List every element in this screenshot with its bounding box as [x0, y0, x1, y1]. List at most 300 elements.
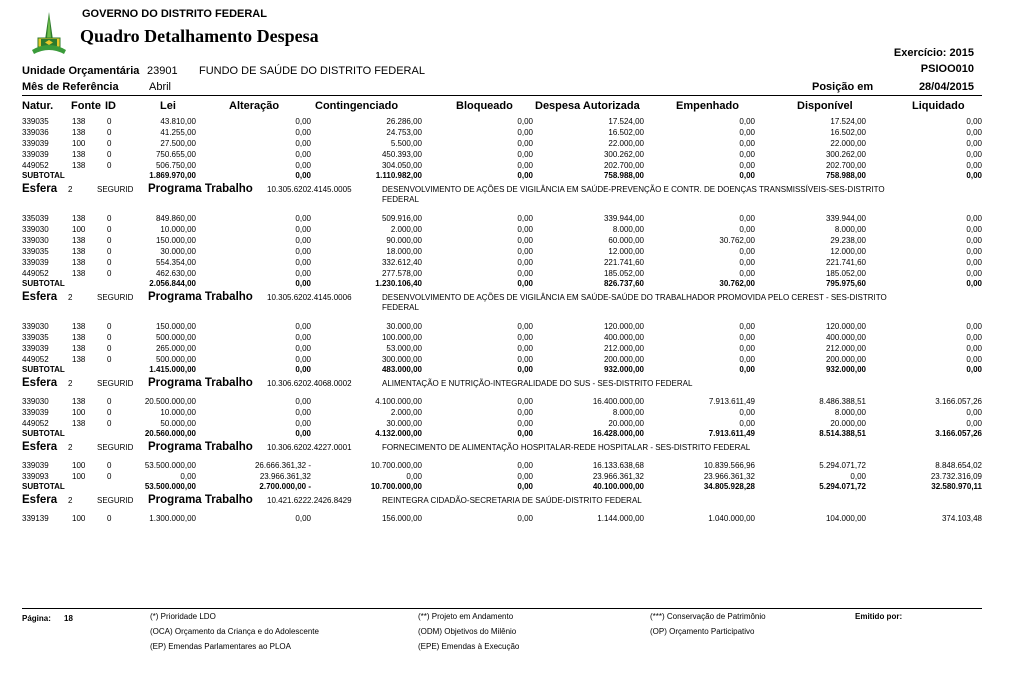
subtotal-alteracao: 0,00: [295, 171, 311, 180]
cell-alteracao: 0,00: [295, 128, 311, 137]
cell-despesa-autorizada: 1.144.000,00: [597, 514, 644, 523]
cell-fonte: 138: [72, 247, 86, 256]
table-row: [0, 343, 1024, 354]
cell-bloqueado: 0,00: [517, 397, 533, 406]
cell-bloqueado: 0,00: [517, 472, 533, 481]
cell-despesa-autorizada: 16.133.638,68: [592, 461, 644, 470]
esfera-number: 2: [68, 496, 73, 505]
cell-lei: 10.000,00: [160, 408, 196, 417]
cell-alteracao: 0,00: [295, 269, 311, 278]
cell-natureza: 335039: [22, 214, 49, 223]
cell-fonte: 138: [72, 117, 86, 126]
subtotal-contingenciado: 1.110.982,00: [375, 171, 422, 180]
subtotal-contingenciado: 1.230.106,40: [375, 279, 422, 288]
cell-liquidado: 0,00: [966, 150, 982, 159]
cell-disponivel: 202.700,00: [825, 161, 866, 170]
cell-lei: 0,00: [180, 472, 196, 481]
subtotal-despesa-autorizada: 932.000,00: [603, 365, 644, 374]
table-row: [0, 138, 1024, 149]
cell-despesa-autorizada: 212.000,00: [603, 344, 644, 353]
cell-natureza: 339139: [22, 514, 49, 523]
cell-disponivel: 17.524,00: [830, 117, 866, 126]
cell-fonte: 138: [72, 419, 86, 428]
cell-natureza: 339035: [22, 247, 49, 256]
cell-despesa-autorizada: 12.000,00: [608, 247, 644, 256]
brasao-df-logo: [26, 10, 72, 56]
subtotal-lei: 2.056.844,00: [149, 279, 196, 288]
cell-liquidado: 0,00: [966, 419, 982, 428]
cell-contingenciado: 156.000,00: [381, 514, 422, 523]
table-row: [0, 246, 1024, 257]
note-ep: (EP) Emendas Parlamentares ao PLOA: [150, 642, 291, 651]
subtotal-lei: 1.869.970,00: [149, 171, 196, 180]
cell-contingenciado: 30.000,00: [386, 419, 422, 428]
cell-disponivel: 300.262,00: [825, 150, 866, 159]
cell-disponivel: 400.000,00: [825, 333, 866, 342]
subtotal-alteracao: 0,00: [295, 279, 311, 288]
esfera-label: Esfera: [22, 377, 58, 389]
cell-lei: 20.500.000,00: [144, 397, 196, 406]
cell-lei: 50.000,00: [160, 419, 196, 428]
programa-code: 10.306.6202.4227.0001: [267, 443, 352, 452]
subtotal-liquidado: 0,00: [966, 279, 982, 288]
cell-contingenciado: 26.286,00: [386, 117, 422, 126]
cell-natureza: 339035: [22, 117, 49, 126]
cell-contingenciado: 332.612,40: [381, 258, 422, 267]
cell-empenhado: 0,00: [739, 269, 755, 278]
cell-natureza: 339093: [22, 472, 49, 481]
cell-lei: 41.255,00: [160, 128, 196, 137]
esfera-number: 2: [68, 443, 73, 452]
cell-id: 0: [107, 247, 112, 256]
cell-empenhado: 0,00: [739, 139, 755, 148]
cell-bloqueado: 0,00: [517, 344, 533, 353]
cell-natureza: 339030: [22, 322, 49, 331]
emitido-por: Emitido por:: [855, 612, 903, 621]
cell-disponivel: 16.502,00: [830, 128, 866, 137]
esfera-number: 2: [68, 185, 73, 194]
programa-code: 10.306.6202.4068.0002: [267, 379, 352, 388]
cell-contingenciado: 24.753,00: [386, 128, 422, 137]
col-bloqueado: Bloqueado: [456, 100, 513, 112]
cell-alteracao: 0,00: [295, 258, 311, 267]
note-prioridade: (*) Prioridade LDO: [150, 612, 216, 621]
cell-liquidado: 23.732.316,09: [930, 472, 982, 481]
cell-id: 0: [107, 139, 112, 148]
programa-trabalho-label: Programa Trabalho: [148, 183, 253, 195]
cell-empenhado: 10.839.566,96: [703, 461, 755, 470]
cell-natureza: 339030: [22, 225, 49, 234]
unidade-name: FUNDO DE SAÚDE DO DISTRITO FEDERAL: [199, 65, 425, 77]
subtotal-row: [0, 364, 1024, 375]
subtotal-disponivel: 758.988,00: [825, 171, 866, 180]
cell-contingenciado: 5.500,00: [390, 139, 422, 148]
subtotal-liquidado: 3.166.057,26: [935, 429, 982, 438]
cell-disponivel: 22.000,00: [830, 139, 866, 148]
cell-id: 0: [107, 355, 112, 364]
col-id: ID: [105, 100, 116, 112]
cell-bloqueado: 0,00: [517, 322, 533, 331]
cell-disponivel: 185.052,00: [825, 269, 866, 278]
programa-trabalho-label: Programa Trabalho: [148, 377, 253, 389]
cell-id: 0: [107, 214, 112, 223]
cell-natureza: 339039: [22, 461, 49, 470]
cell-id: 0: [107, 236, 112, 245]
cell-contingenciado: 90.000,00: [386, 236, 422, 245]
table-row: [0, 235, 1024, 246]
cell-empenhado: 0,00: [739, 419, 755, 428]
cell-liquidado: 0,00: [966, 214, 982, 223]
subtotal-row: [0, 428, 1024, 439]
cell-natureza: 449052: [22, 161, 49, 170]
cell-empenhado: 23.966.361,32: [703, 472, 755, 481]
cell-alteracao: 26.666.361,32 -: [254, 461, 311, 470]
cell-alteracao: 0,00: [295, 408, 311, 417]
cell-lei: 506.750,00: [155, 161, 196, 170]
cell-alteracao: 0,00: [295, 117, 311, 126]
subtotal-bloqueado: 0,00: [517, 482, 533, 491]
cell-liquidado: 0,00: [966, 322, 982, 331]
mes-label: Mês de Referência: [22, 81, 119, 93]
cell-id: 0: [107, 269, 112, 278]
cell-liquidado: 0,00: [966, 236, 982, 245]
subtotal-subtotal-label: SUBTOTAL: [22, 429, 65, 438]
header-divider: [22, 95, 982, 96]
cell-id: 0: [107, 397, 112, 406]
table-row: [0, 116, 1024, 127]
cell-fonte: 100: [72, 461, 86, 470]
cell-disponivel: 8.486.388,51: [819, 397, 866, 406]
unidade-label: Unidade Orçamentária: [22, 65, 140, 77]
cell-bloqueado: 0,00: [517, 419, 533, 428]
note-odm: (ODM) Objetivos do Milênio: [418, 627, 517, 636]
subtotal-alteracao: 0,00: [295, 365, 311, 374]
cell-disponivel: 5.294.071,72: [819, 461, 866, 470]
cell-id: 0: [107, 225, 112, 234]
cell-bloqueado: 0,00: [517, 258, 533, 267]
footer-divider: [22, 608, 982, 609]
subtotal-contingenciado: 10.700.000,00: [370, 482, 422, 491]
programa-description-cont: FEDERAL: [382, 303, 419, 312]
subtotal-bloqueado: 0,00: [517, 171, 533, 180]
cell-alteracao: 0,00: [295, 161, 311, 170]
cell-fonte: 138: [72, 344, 86, 353]
subtotal-lei: 53.500.000,00: [144, 482, 196, 491]
subtotal-empenhado: 0,00: [739, 365, 755, 374]
subtotal-empenhado: 0,00: [739, 171, 755, 180]
cell-lei: 43.810,00: [160, 117, 196, 126]
col-disponivel: Disponível: [797, 100, 853, 112]
subtotal-despesa-autorizada: 16.428.000,00: [592, 429, 644, 438]
cell-fonte: 138: [72, 269, 86, 278]
cell-fonte: 138: [72, 214, 86, 223]
cell-disponivel: 8.000,00: [834, 225, 866, 234]
cell-despesa-autorizada: 22.000,00: [608, 139, 644, 148]
table-row: [0, 332, 1024, 343]
cell-alteracao: 0,00: [295, 139, 311, 148]
cell-natureza: 449052: [22, 355, 49, 364]
cell-liquidado: 3.166.057,26: [935, 397, 982, 406]
subtotal-subtotal-label: SUBTOTAL: [22, 171, 65, 180]
programa-trabalho-label: Programa Trabalho: [148, 494, 253, 506]
cell-contingenciado: 4.100.000,00: [375, 397, 422, 406]
col-lei: Lei: [160, 100, 176, 112]
note-conservacao: (***) Conservação de Patrimônio: [650, 612, 766, 621]
cell-lei: 500.000,00: [155, 333, 196, 342]
note-oca: (OCA) Orçamento da Criança e do Adolescente: [150, 627, 319, 636]
cell-empenhado: 0,00: [739, 408, 755, 417]
cell-id: 0: [107, 419, 112, 428]
cell-disponivel: 12.000,00: [830, 247, 866, 256]
cell-liquidado: 0,00: [966, 355, 982, 364]
cell-alteracao: 0,00: [295, 322, 311, 331]
cell-despesa-autorizada: 16.400.000,00: [592, 397, 644, 406]
cell-natureza: 339030: [22, 236, 49, 245]
cell-fonte: 138: [72, 150, 86, 159]
table-row: [0, 460, 1024, 471]
cell-bloqueado: 0,00: [517, 247, 533, 256]
cell-lei: 750.655,00: [155, 150, 196, 159]
posicao-label: Posição em: [812, 81, 874, 93]
cell-bloqueado: 0,00: [517, 236, 533, 245]
esfera-label: Esfera: [22, 291, 58, 303]
cell-despesa-autorizada: 17.524,00: [608, 117, 644, 126]
table-row: [0, 407, 1024, 418]
cell-liquidado: 0,00: [966, 225, 982, 234]
col-despesa-autorizada: Despesa Autorizada: [535, 100, 640, 112]
cell-id: 0: [107, 258, 112, 267]
cell-empenhado: 0,00: [739, 117, 755, 126]
cell-disponivel: 8.000,00: [834, 408, 866, 417]
cell-contingenciado: 2.000,00: [390, 225, 422, 234]
subtotal-row: [0, 481, 1024, 492]
cell-fonte: 138: [72, 236, 86, 245]
segmento-label: SEGURID: [97, 496, 134, 505]
cell-alteracao: 0,00: [295, 419, 311, 428]
subtotal-bloqueado: 0,00: [517, 279, 533, 288]
cell-bloqueado: 0,00: [517, 461, 533, 470]
cell-id: 0: [107, 514, 112, 523]
segmento-label: SEGURID: [97, 293, 134, 302]
cell-bloqueado: 0,00: [517, 139, 533, 148]
esfera-label: Esfera: [22, 494, 58, 506]
cell-contingenciado: 304.050,00: [381, 161, 422, 170]
cell-liquidado: 374.103,48: [941, 514, 982, 523]
cell-id: 0: [107, 408, 112, 417]
cell-despesa-autorizada: 23.966.361,32: [592, 472, 644, 481]
cell-liquidado: 0,00: [966, 269, 982, 278]
subtotal-despesa-autorizada: 826.737,60: [603, 279, 644, 288]
table-row: [0, 224, 1024, 235]
col-empenhado: Empenhado: [676, 100, 739, 112]
cell-lei: 27.500,00: [160, 139, 196, 148]
cell-bloqueado: 0,00: [517, 514, 533, 523]
cell-liquidado: 0,00: [966, 128, 982, 137]
col-liquidado: Liquidado: [912, 100, 965, 112]
cell-fonte: 138: [72, 258, 86, 267]
cell-liquidado: 0,00: [966, 333, 982, 342]
cell-alteracao: 0,00: [295, 247, 311, 256]
subtotal-despesa-autorizada: 758.988,00: [603, 171, 644, 180]
subtotal-empenhado: 34.805.928,28: [703, 482, 755, 491]
cell-contingenciado: 2.000,00: [390, 408, 422, 417]
table-row: [0, 127, 1024, 138]
cell-despesa-autorizada: 120.000,00: [603, 322, 644, 331]
cell-liquidado: 0,00: [966, 117, 982, 126]
esfera-number: 2: [68, 379, 73, 388]
cell-contingenciado: 30.000,00: [386, 322, 422, 331]
table-row: [0, 149, 1024, 160]
cell-bloqueado: 0,00: [517, 269, 533, 278]
cell-despesa-autorizada: 185.052,00: [603, 269, 644, 278]
subtotal-despesa-autorizada: 40.100.000,00: [592, 482, 644, 491]
cell-disponivel: 29.238,00: [830, 236, 866, 245]
cell-natureza: 339030: [22, 397, 49, 406]
programa-code: 10.305.6202.4145.0006: [267, 293, 352, 302]
note-epe: (EPE) Emendas à Execução: [418, 642, 520, 651]
table-row: [0, 396, 1024, 407]
cell-alteracao: 0,00: [295, 397, 311, 406]
cell-alteracao: 0,00: [295, 236, 311, 245]
cell-bloqueado: 0,00: [517, 117, 533, 126]
cell-despesa-autorizada: 200.000,00: [603, 355, 644, 364]
report-code: PSIOO010: [920, 63, 974, 75]
subtotal-disponivel: 8.514.388,51: [819, 429, 866, 438]
programa-code: 10.421.6222.2426.8429: [267, 496, 352, 505]
cell-despesa-autorizada: 202.700,00: [603, 161, 644, 170]
cell-contingenciado: 300.000,00: [381, 355, 422, 364]
cell-liquidado: 8.848.654,02: [935, 461, 982, 470]
cell-lei: 1.300.000,00: [149, 514, 196, 523]
esfera-label: Esfera: [22, 183, 58, 195]
cell-fonte: 138: [72, 128, 86, 137]
cell-fonte: 100: [72, 472, 86, 481]
subtotal-contingenciado: 483.000,00: [381, 365, 422, 374]
table-row: [0, 513, 1024, 524]
cell-disponivel: 0,00: [850, 472, 866, 481]
cell-id: 0: [107, 322, 112, 331]
cell-alteracao: 23.966.361,32: [259, 472, 311, 481]
cell-contingenciado: 0,00: [406, 472, 422, 481]
subtotal-empenhado: 7.913.611,49: [708, 429, 755, 438]
cell-fonte: 138: [72, 333, 86, 342]
segmento-label: SEGURID: [97, 443, 134, 452]
subtotal-liquidado: 0,00: [966, 365, 982, 374]
cell-despesa-autorizada: 300.262,00: [603, 150, 644, 159]
cell-lei: 265.000,00: [155, 344, 196, 353]
cell-alteracao: 0,00: [295, 214, 311, 223]
cell-id: 0: [107, 128, 112, 137]
subtotal-disponivel: 932.000,00: [825, 365, 866, 374]
cell-disponivel: 221.741,60: [825, 258, 866, 267]
cell-natureza: 449052: [22, 269, 49, 278]
cell-empenhado: 0,00: [739, 161, 755, 170]
cell-empenhado: 0,00: [739, 355, 755, 364]
cell-empenhado: 0,00: [739, 344, 755, 353]
subtotal-liquidado: 32.580.970,11: [931, 482, 982, 491]
cell-fonte: 100: [72, 225, 86, 234]
cell-contingenciado: 53.000,00: [386, 344, 422, 353]
subtotal-disponivel: 5.294.071,72: [819, 482, 866, 491]
cell-lei: 10.000,00: [160, 225, 196, 234]
subtotal-bloqueado: 0,00: [517, 365, 533, 374]
cell-id: 0: [107, 461, 112, 470]
cell-empenhado: 0,00: [739, 225, 755, 234]
posicao-value: 28/04/2015: [918, 81, 974, 93]
cell-fonte: 138: [72, 397, 86, 406]
cell-despesa-autorizada: 400.000,00: [603, 333, 644, 342]
cell-disponivel: 339.944,00: [825, 214, 866, 223]
cell-empenhado: 0,00: [739, 333, 755, 342]
cell-contingenciado: 10.700.000,00: [370, 461, 422, 470]
programa-description: REINTEGRA CIDADÃO-SECRETARIA DE SAÚDE-DISTRITO FEDERAL: [382, 496, 642, 505]
cell-lei: 554.354,00: [155, 258, 196, 267]
programa-code: 10.305.6202.4145.0005: [267, 185, 352, 194]
cell-natureza: 449052: [22, 419, 49, 428]
cell-contingenciado: 277.578,00: [381, 269, 422, 278]
cell-natureza: 339039: [22, 139, 49, 148]
cell-empenhado: 0,00: [739, 150, 755, 159]
unidade-code: 23901: [147, 65, 178, 77]
cell-bloqueado: 0,00: [517, 333, 533, 342]
cell-alteracao: 0,00: [295, 344, 311, 353]
table-row: [0, 257, 1024, 268]
cell-empenhado: 7.913.611,49: [708, 397, 755, 406]
cell-despesa-autorizada: 60.000,00: [608, 236, 644, 245]
cell-lei: 150.000,00: [155, 236, 196, 245]
cell-despesa-autorizada: 8.000,00: [612, 408, 644, 417]
cell-fonte: 100: [72, 514, 86, 523]
cell-lei: 30.000,00: [160, 247, 196, 256]
cell-liquidado: 0,00: [966, 258, 982, 267]
cell-natureza: 339035: [22, 333, 49, 342]
cell-fonte: 138: [72, 355, 86, 364]
cell-natureza: 339039: [22, 344, 49, 353]
cell-despesa-autorizada: 20.000,00: [608, 419, 644, 428]
government-name: GOVERNO DO DISTRITO FEDERAL: [82, 8, 267, 20]
cell-id: 0: [107, 117, 112, 126]
subtotal-alteracao: 2.700.000,00 -: [259, 482, 311, 491]
cell-disponivel: 20.000,00: [830, 419, 866, 428]
cell-alteracao: 0,00: [295, 150, 311, 159]
subtotal-contingenciado: 4.132.000,00: [375, 429, 422, 438]
cell-lei: 150.000,00: [155, 322, 196, 331]
cell-lei: 462.630,00: [155, 269, 196, 278]
col-natur: Natur.: [22, 100, 54, 112]
note-projeto: (**) Projeto em Andamento: [418, 612, 514, 621]
programa-description: DESENVOLVIMENTO DE AÇÕES DE VIGILÂNCIA EM SAÚDE-PREVENÇÃO E CONTR. DE DOENÇAS TRANSMISSÍVEIS-SES-DISTRITO: [382, 185, 885, 194]
cell-liquidado: 0,00: [966, 161, 982, 170]
programa-description-cont: FEDERAL: [382, 195, 419, 204]
cell-natureza: 339039: [22, 258, 49, 267]
table-row: [0, 213, 1024, 224]
subtotal-liquidado: 0,00: [966, 171, 982, 180]
cell-despesa-autorizada: 8.000,00: [612, 225, 644, 234]
cell-contingenciado: 18.000,00: [386, 247, 422, 256]
programa-trabalho-label: Programa Trabalho: [148, 441, 253, 453]
cell-despesa-autorizada: 16.502,00: [608, 128, 644, 137]
cell-despesa-autorizada: 221.741,60: [603, 258, 644, 267]
note-op: (OP) Orçamento Participativo: [650, 627, 755, 636]
cell-natureza: 339036: [22, 128, 49, 137]
subtotal-lei: 20.560.000,00: [144, 429, 196, 438]
cell-empenhado: 0,00: [739, 128, 755, 137]
cell-alteracao: 0,00: [295, 514, 311, 523]
cell-disponivel: 120.000,00: [825, 322, 866, 331]
cell-disponivel: 212.000,00: [825, 344, 866, 353]
cell-lei: 53.500.000,00: [144, 461, 196, 470]
cell-id: 0: [107, 472, 112, 481]
